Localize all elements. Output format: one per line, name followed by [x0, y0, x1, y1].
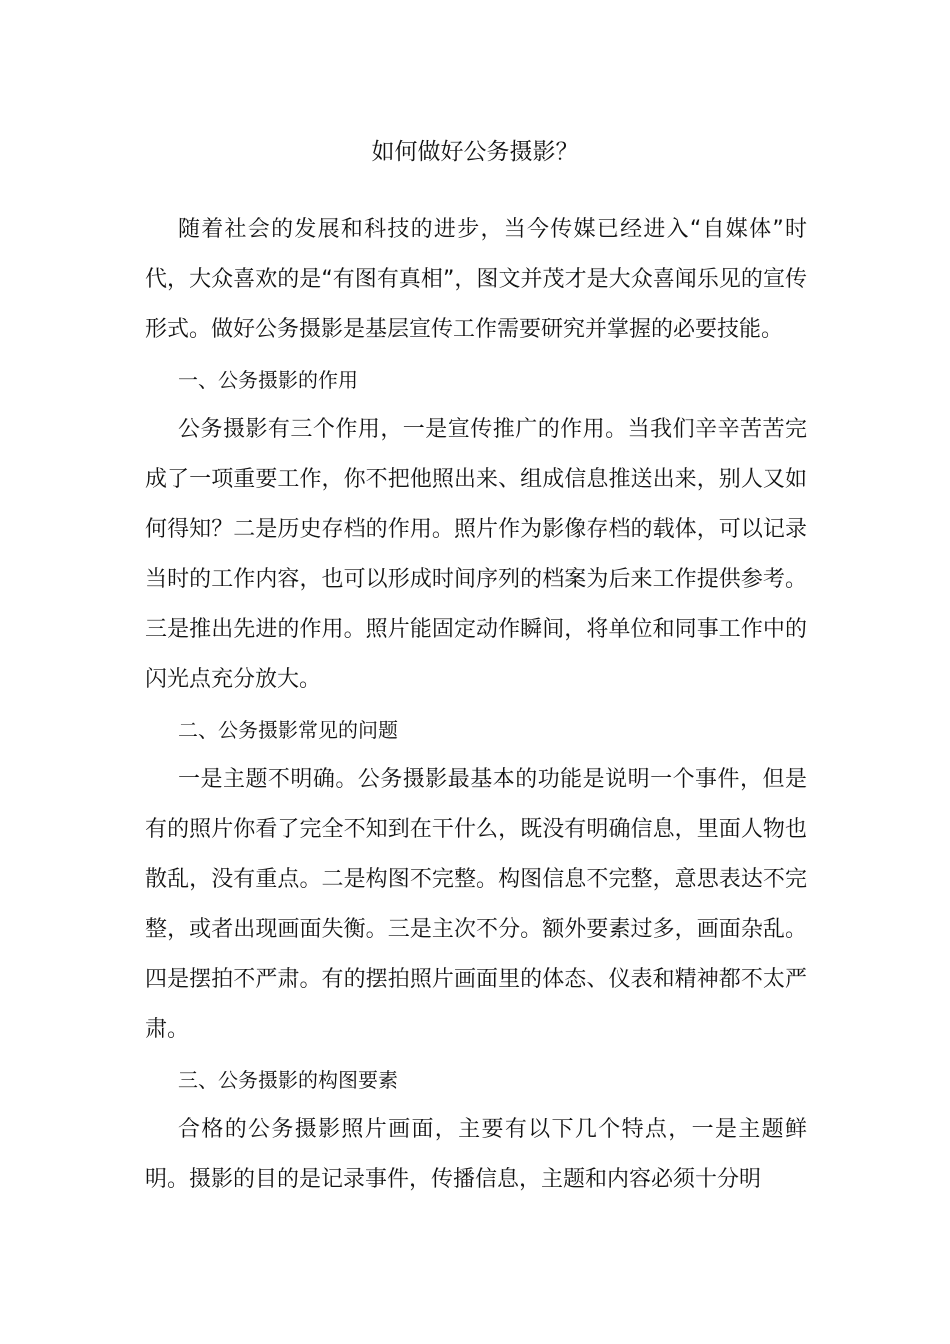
section-body-2: 一是主题不明确。公务摄影最基本的功能是说明一个事件，但是有的照片你看了完全不知到在干什么，既没有明确信息，里面人物也散乱，没有重点。二是构图不完整。构图信息不完整，意思表达不完整，或者出现画面失衡。三是主次不分。额外要素过多，画面杂乱。四是摆拍不严肃。有的摆拍照片画面里的体态、仪表和精神都不太严肃。: [145, 767, 807, 1042]
page-title: 如何做好公务摄影？: [371, 139, 579, 165]
section-heading-3: 三、公务摄影的构图要素: [178, 1068, 398, 1092]
intro-paragraph: 随着社会的发展和科技的进步，当今传媒已经进入“自媒体”时代，大众喜欢的是“有图有真相”，图文并茂才是大众喜闻乐见的宣传形式。做好公务摄影是基层宣传工作需要研究并掌握的必要技能。: [145, 217, 808, 342]
section-body-1: 公务摄影有三个作用，一是宣传推广的作用。当我们辛辛苦苦完成了一项重要工作，你不把他照出来、组成信息推送出来，别人又如何得知？二是历史存档的作用。照片作为影像存档的载体，可以记录当时的工作内容，也可以形成时间序列的档案为后来工作提供参考。三是推出先进的作用。照片能固定动作瞬间，将单位和同事工作中的闪光点充分放大。: [145, 417, 807, 692]
section-heading-2: 二、公务摄影常见的问题: [178, 718, 398, 742]
section-body-3: 合格的公务摄影照片画面，主要有以下几个特点，一是主题鲜明。摄影的目的是记录事件，传播信息，主题和内容必须十分明: [145, 1117, 807, 1192]
section-heading-1: 一、公务摄影的作用: [178, 368, 358, 392]
document-body: [145, 205, 807, 1205]
